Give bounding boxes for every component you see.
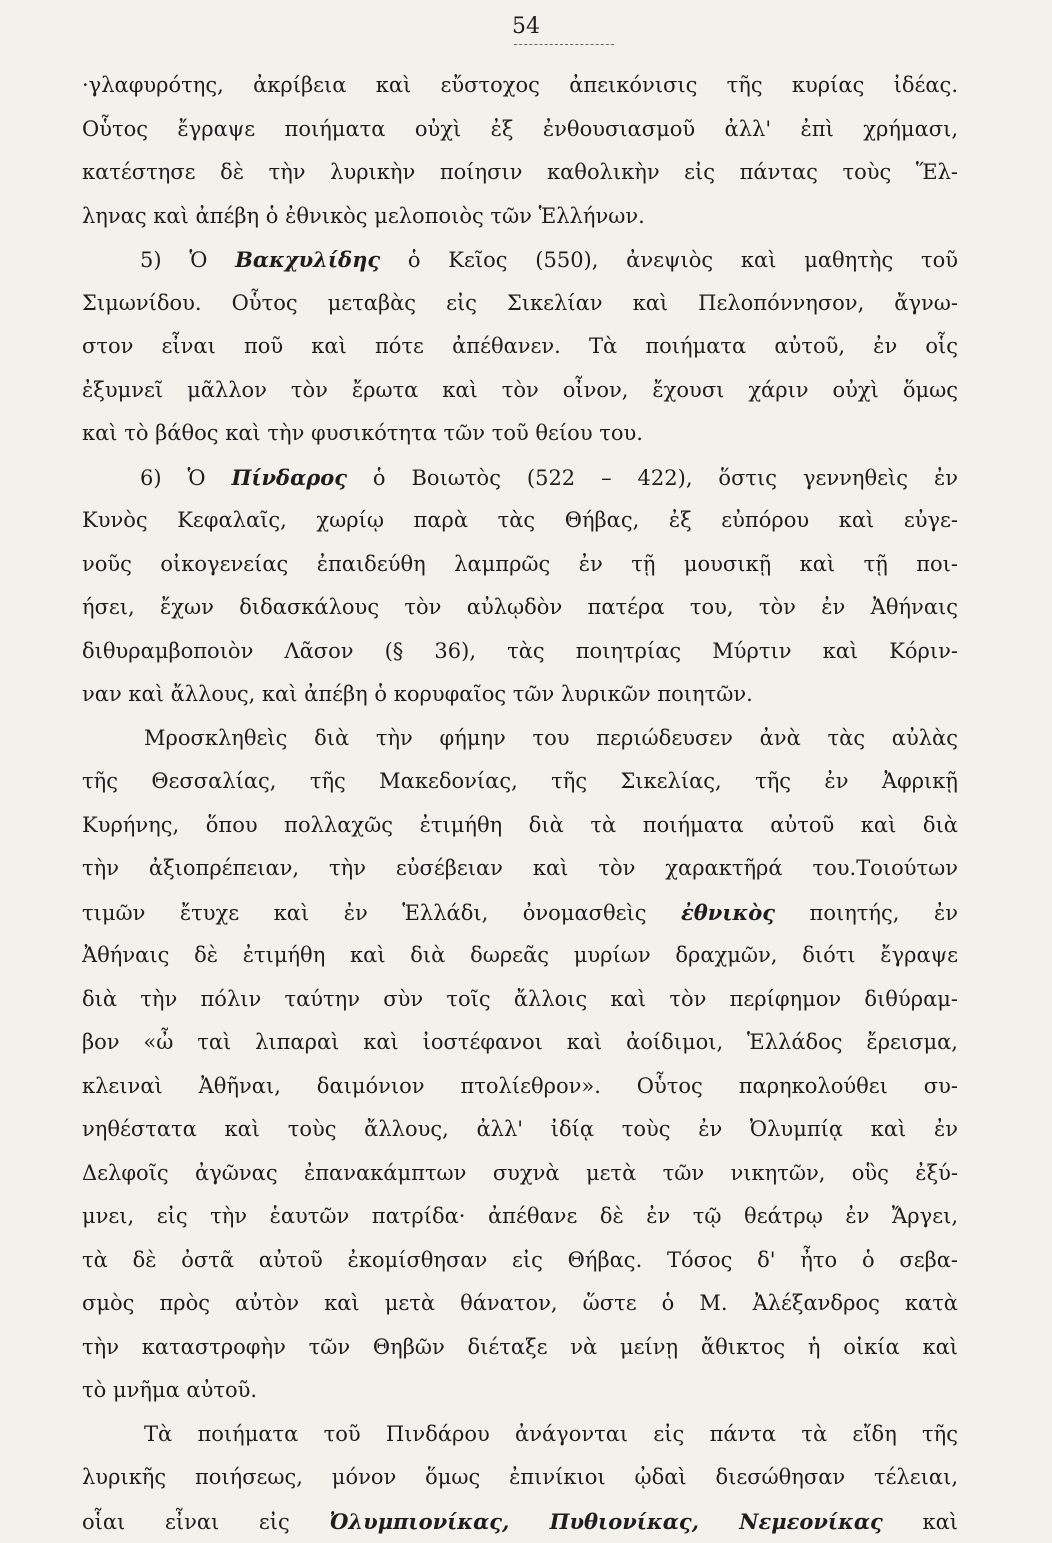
text-line: Μροσκληθεὶς διὰ τὴν φήμην του περιώδευσεν ἀνὰ τὰς αὐλὰς (82, 717, 958, 761)
text-line: ναν καὶ ἄλλους, καὶ ἀπέβη ὁ κορυφαῖος τῶν λυρικῶν ποιητῶν. (82, 673, 958, 717)
emphasized-name: Ὀλυμπιονίκας, Πυθιονίκας, Νεμεονίκας (329, 1509, 882, 1534)
text-line: σμὸς πρὸς αὐτὸν καὶ μετὰ θάνατον, ὥστε ὁ Μ. Ἀλέξανδρος κατὰ (82, 1282, 958, 1326)
text-line: Κυρήνης, ὅπου πολλαχῶς ἐτιμήθη διὰ τὰ ποιήματα αὐτοῦ καὶ διὰ (82, 804, 958, 848)
text-line: Σιμωνίδου. Οὗτος μεταβὰς εἰς Σικελίαν καὶ Πελοπόννησον, ἄγνω- (82, 282, 958, 326)
text-line: τὴν ἀξιοπρέπειαν, τὴν εὐσέβειαν καὶ τὸν χαρακτῆρά του.Τοιούτων (82, 847, 958, 891)
text-line: Δελφοῖς ἀγῶνας ἐπανακάμπτων συχνὰ μετὰ τῶν νικητῶν, οὓς ἐξύ- (82, 1152, 958, 1196)
line-text: ποιητής, ἐν (775, 901, 958, 925)
text-line: Ἀθήναις δὲ ἐτιμήθη καὶ διὰ δωρεᾶς μυρίων δραχμῶν, διότι ἔγραψε (82, 934, 958, 978)
text-line: κατέστησε δὲ τὴν λυρικὴν ποίησιν καθολικὴν εἰς πάντας τοὺς Ἕλ- (82, 151, 958, 195)
text-line: ἐξυμνεῖ μᾶλλον τὸν ἔρωτα καὶ τὸν οἶνον, ἔχουσι χάριν οὐχὶ ὅμως (82, 369, 958, 413)
page-number: 54 (0, 14, 1052, 39)
text-line: βον «ὦ ταὶ λιπαραὶ καὶ ἰοστέφανοι καὶ ἀοίδιμοι, Ἑλλάδος ἔρεισμα, (82, 1021, 958, 1065)
text-line (82, 891, 958, 935)
line-text: ὁ Βοιωτὸς (522 – 422), ὅστις γεννηθεὶς ἐν (347, 466, 958, 490)
text-line: τὸ μνῆμα αὐτοῦ. (82, 1369, 958, 1413)
line-text: τιμῶν ἔτυχε καὶ ἐν Ἑλλάδι, ὀνομασθεὶς (82, 901, 681, 925)
text-line: μνει, εἰς τὴν ἑαυτῶν πατρίδα· ἀπέθανε δὲ ἐν τῷ θεάτρῳ ἐν Ἄργει, (82, 1195, 958, 1239)
text-line: Κυνὸς Κεφαλαῖς, χωρίῳ παρὰ τὰς Θήβας, ἐξ εὐπόρου καὶ εὐγε- (82, 499, 958, 543)
text-line (82, 1500, 958, 1543)
text-line (82, 456, 958, 500)
text-line: Οὗτος ἔγραψε ποιήματα οὐχὶ ἐξ ἐνθουσιασμοῦ ἀλλ' ἐπὶ χρήμασι, (82, 108, 958, 152)
body-text (82, 64, 958, 1543)
text-line: τὰ δὲ ὀστᾶ αὐτοῦ ἐκομίσθησαν εἰς Θήβας. Τόσος δ' ἦτο ὁ σεβα- (82, 1239, 958, 1283)
text-line: νηθέστατα καὶ τοὺς ἄλλους, ἀλλ' ἰδίᾳ τοὺς ἐν Ὀλυμπίᾳ καὶ ἐν (82, 1108, 958, 1152)
line-text: ὁ Κεῖος (550), ἀνεψιὸς καὶ μαθητὴς τοῦ (380, 248, 958, 272)
page-number-rule (514, 44, 614, 45)
text-line: λυρικῆς ποιήσεως, μόνον ὅμως ἐπινίκιοι ᾠδαὶ διεσώθησαν τέλειαι, (82, 1456, 958, 1500)
text-line: ·γλαφυρότης, ἀκρίβεια καὶ εὔστοχος ἀπεικόνισις τῆς κυρίας ἰδέας. (82, 64, 958, 108)
text-line (82, 238, 958, 282)
text-line: τὴν καταστροφὴν τῶν Θηβῶν διέταξε νὰ μείνῃ ἄθικτος ἡ οἰκία καὶ (82, 1326, 958, 1370)
emphasized-name: Πίνδαρος (231, 465, 347, 490)
line-text: καὶ (883, 1510, 958, 1534)
text-line: Τὰ ποιήματα τοῦ Πινδάρου ἀνάγονται εἰς πάντα τὰ εἴδη τῆς (82, 1413, 958, 1457)
text-line: διθυραμβοποιὸν Λᾶσον (§ 36), τὰς ποιητρίας Μύρτιν καὶ Κόριν- (82, 630, 958, 674)
text-line: καὶ τὸ βάθος καὶ τὴν φυσικότητα τῶν τοῦ θείου του. (82, 412, 958, 456)
text-line: τῆς Θεσσαλίας, τῆς Μακεδονίας, τῆς Σικελίας, τῆς ἐν Ἀφρικῇ (82, 760, 958, 804)
emphasized-name: ἐθνικὸς (681, 900, 775, 925)
text-line: ληνας καὶ ἀπέβη ὁ ἐθνικὸς μελοποιὸς τῶν Ἑλλήνων. (82, 195, 958, 239)
line-text: οἷαι εἶναι εἰς (82, 1510, 329, 1534)
emphasized-name: Βακχυλίδης (235, 247, 380, 272)
line-text: 6) Ὁ (140, 466, 231, 490)
text-line: στον εἶναι ποῦ καὶ πότε ἀπέθανεν. Τὰ ποιήματα αὐτοῦ, ἐν οἷς (82, 325, 958, 369)
text-line: διὰ τὴν πόλιν ταύτην σὺν τοῖς ἄλλοις καὶ τὸν περίφημον διθύραμ- (82, 978, 958, 1022)
line-text: 5) Ὁ (140, 248, 235, 272)
text-line: κλειναὶ Ἀθῆναι, δαιμόνιον πτολίεθρον». Οὗτος παρηκολούθει συ- (82, 1065, 958, 1109)
text-line: ήσει, ἔχων διδασκάλους τὸν αὐλῳδὸν πατέρα του, τὸν ἐν Ἀθήναις (82, 586, 958, 630)
text-line: νοῦς οἰκογενείας ἐπαιδεύθη λαμπρῶς ἐν τῇ μουσικῇ καὶ τῇ ποι- (82, 543, 958, 587)
